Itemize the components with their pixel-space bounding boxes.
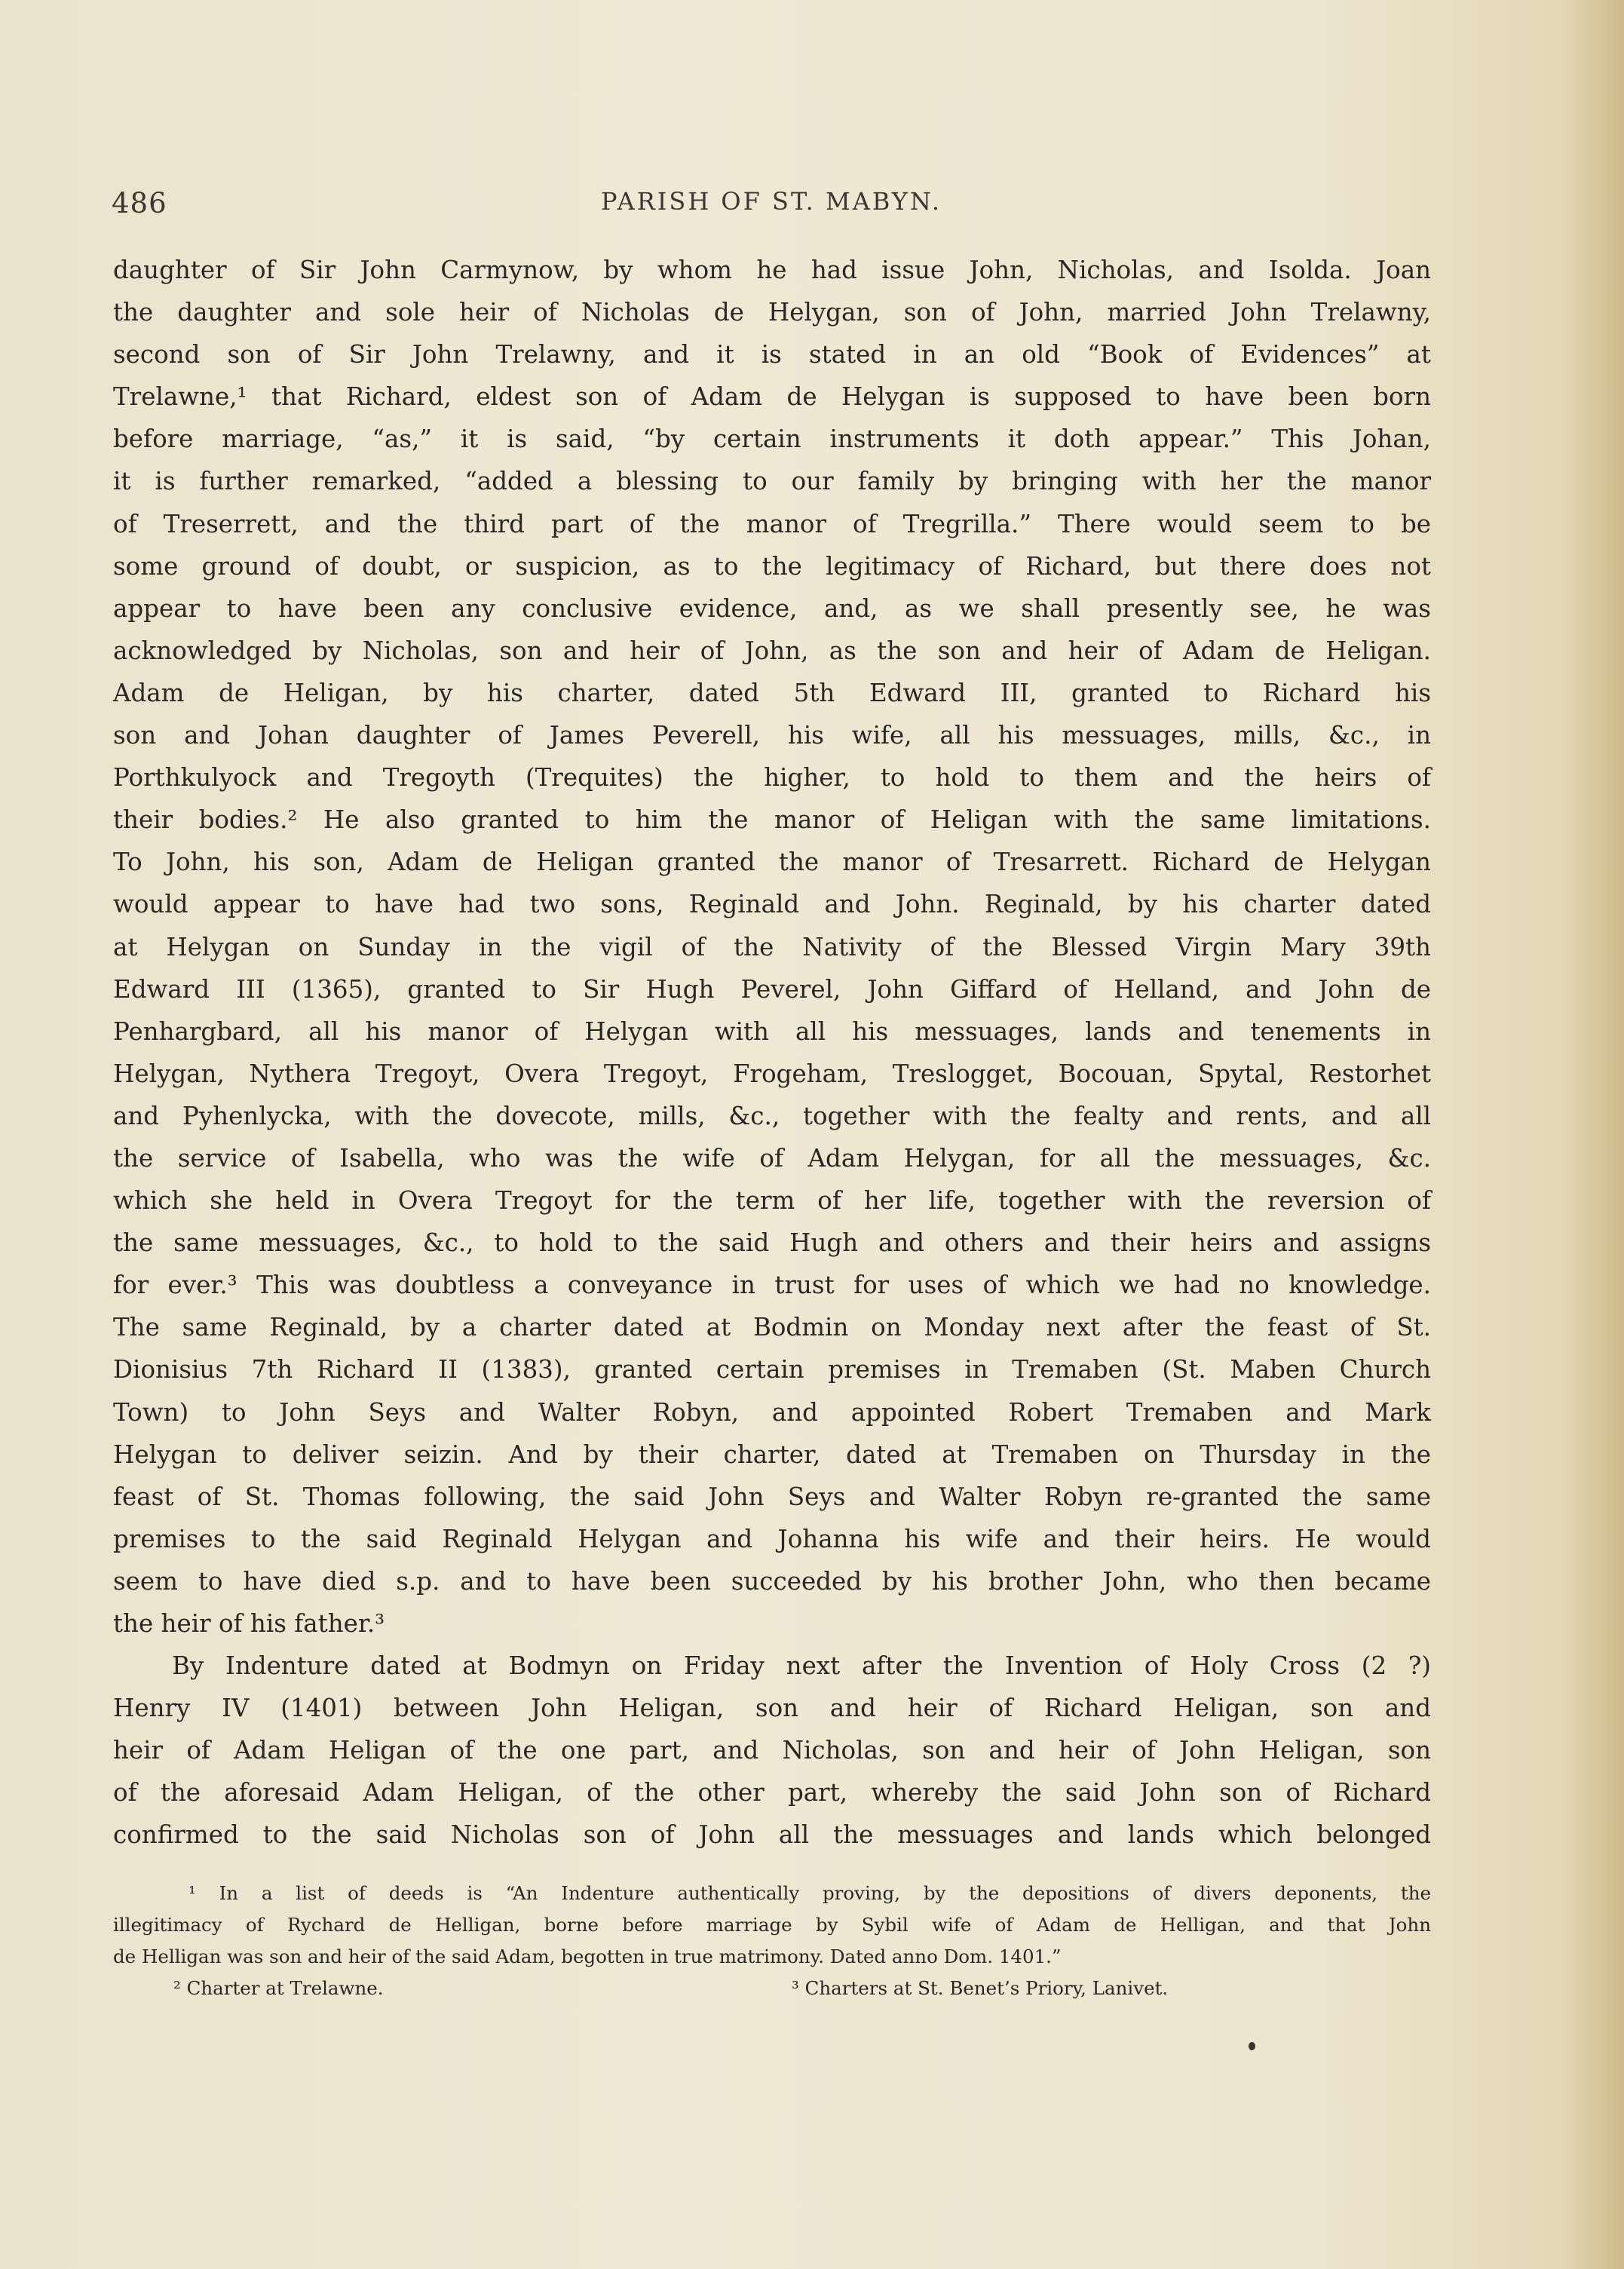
- text-line: Adam de Heligan, by his charter, dated 5th Edward III, granted to Richard his: [113, 678, 1431, 707]
- text-line: the daughter and sole heir of Nicholas de Helygan, son of John, married John Trelawny,: [113, 298, 1431, 327]
- text-line: Penhargbard, all his manor of Helygan with all his messuages, lands and tenements in: [113, 1016, 1431, 1046]
- text-line: the service of Isabella, who was the wife of Adam Helygan, for all the messuages, &c.: [113, 1143, 1431, 1173]
- text-line: Helygan, Nythera Tregoyt, Overa Tregoyt, Frogeham, Treslogget, Bocouan, Spytal, Restorhet: [113, 1059, 1431, 1088]
- text-line: for ever.³ This was doubtless a conveyance in trust for uses of which we had no knowledge.: [113, 1271, 1431, 1300]
- running-head: [112, 187, 1431, 225]
- text-line: premises to the said Reginald Helygan and Johanna his wife and their heirs. He would: [113, 1524, 1431, 1553]
- text-line: the heir of his father.³: [113, 1609, 385, 1638]
- footnote-3: ³ Charters at St. Benet’s Priory, Lanivet.: [792, 1977, 1169, 1999]
- text-line: Porthkulyock and Tregoyth (Trequites) the higher, to hold to them and the heirs of: [113, 763, 1431, 793]
- text-line: To John, his son, Adam de Heligan granted the manor of Tresarrett. Richard de Helygan: [113, 848, 1431, 877]
- text-line: acknowledged by Nicholas, son and heir of John, as the son and heir of Adam de Heligan.: [113, 636, 1431, 665]
- ink-speck: [1249, 2042, 1255, 2050]
- footnote-1-line: ¹ In a list of deeds is “An Indenture authentically proving, by the depositions of divers deponents, the: [188, 1882, 1431, 1904]
- body-text: [113, 249, 1431, 1857]
- text-line: Edward III (1365), granted to Sir Hugh Peverel, John Giffard of Helland, and John de: [113, 974, 1431, 1004]
- text-line: their bodies.² He also granted to him the manor of Heligan with the same limitations.: [113, 805, 1431, 835]
- text-line: some ground of doubt, or suspicion, as to the legitimacy of Richard, but there does not: [113, 551, 1431, 581]
- text-line: By Indenture dated at Bodmyn on Friday next after the Invention of Holy Cross (2 ?): [172, 1651, 1431, 1681]
- text-line: appear to have been any conclusive evidence, and, as we shall presently see, he was: [113, 593, 1431, 623]
- text-line: and Pyhenlycka, with the dovecote, mills, &c., together with the fealty and rents, and all: [113, 1101, 1431, 1130]
- text-line: at Helygan on Sunday in the vigil of the Nativity of the Blessed Virgin Mary 39th: [113, 932, 1431, 961]
- text-line: Trelawne,¹ that Richard, eldest son of Adam de Helygan is supposed to have been born: [113, 382, 1431, 412]
- text-line: Helygan to deliver seizin. And by their charter, dated at Tremaben on Thursday in the: [113, 1440, 1431, 1469]
- footnotes: [113, 1878, 1431, 2004]
- text-line: it is further remarked, “added a blessing to our family by bringing with her the manor: [113, 467, 1431, 496]
- text-line: would appear to have had two sons, Reginald and John. Reginald, by his charter dated: [113, 890, 1431, 919]
- text-line: before marriage, “as,” it is said, “by certain instruments it doth appear.” This Johan,: [113, 425, 1431, 454]
- text-line: of Treserrett, and the third part of the manor of Tregrilla.” There would seem to be: [113, 509, 1431, 538]
- text-line: son and Johan daughter of James Peverell, his wife, all his messuages, mills, &c., in: [113, 721, 1431, 750]
- text-line: second son of Sir John Trelawny, and it is stated in an old “Book of Evidences” at: [113, 340, 1431, 369]
- text-line: The same Reginald, by a charter dated at Bodmin on Monday next after the feast of St.: [113, 1313, 1431, 1342]
- footnote-row: [113, 1973, 1431, 2004]
- page-number: 486: [112, 187, 167, 219]
- text-line: feast of St. Thomas following, the said John Seys and Walter Robyn re-granted the same: [113, 1482, 1431, 1511]
- footnote-2: ² Charter at Trelawne.: [173, 1977, 384, 1999]
- text-line: of the aforesaid Adam Heligan, of the other part, whereby the said John son of Richard: [113, 1778, 1431, 1808]
- text-line: seem to have died s.p. and to have been succeeded by his brother John, who then became: [113, 1566, 1431, 1596]
- text-line: Town) to John Seys and Walter Robyn, and appointed Robert Tremaben and Mark: [113, 1397, 1431, 1427]
- text-line: which she held in Overa Tregoyt for the term of her life, together with the reversion of: [113, 1186, 1431, 1216]
- footnote-1-line: illegitimacy of Rychard de Helligan, borne before marriage by Sybil wife of Adam de Helligan, and that John: [113, 1914, 1431, 1936]
- text-line: heir of Adam Heligan of the one part, and Nicholas, son and heir of John Heligan, son: [113, 1736, 1431, 1765]
- text-line: the same messuages, &c., to hold to the said Hugh and others and their heirs and assigns: [113, 1228, 1431, 1258]
- page-title: PARISH OF ST. MABYN.: [600, 187, 942, 216]
- text-line: daughter of Sir John Carmynow, by whom he had issue John, Nicholas, and Isolda. Joan: [113, 256, 1431, 284]
- footnote-1-line: de Helligan was son and heir of the said Adam, begotten in true matrimony. Dated anno Dom. 1401.”: [113, 1946, 1062, 1967]
- text-line: confirmed to the said Nicholas son of John all the messuages and lands which belonged: [113, 1820, 1431, 1850]
- text-line: Dionisius 7th Richard II (1383), granted certain premises in Tremaben (St. Maben Church: [113, 1355, 1431, 1384]
- text-line: Henry IV (1401) between John Heligan, son and heir of Richard Heligan, son and: [113, 1694, 1431, 1723]
